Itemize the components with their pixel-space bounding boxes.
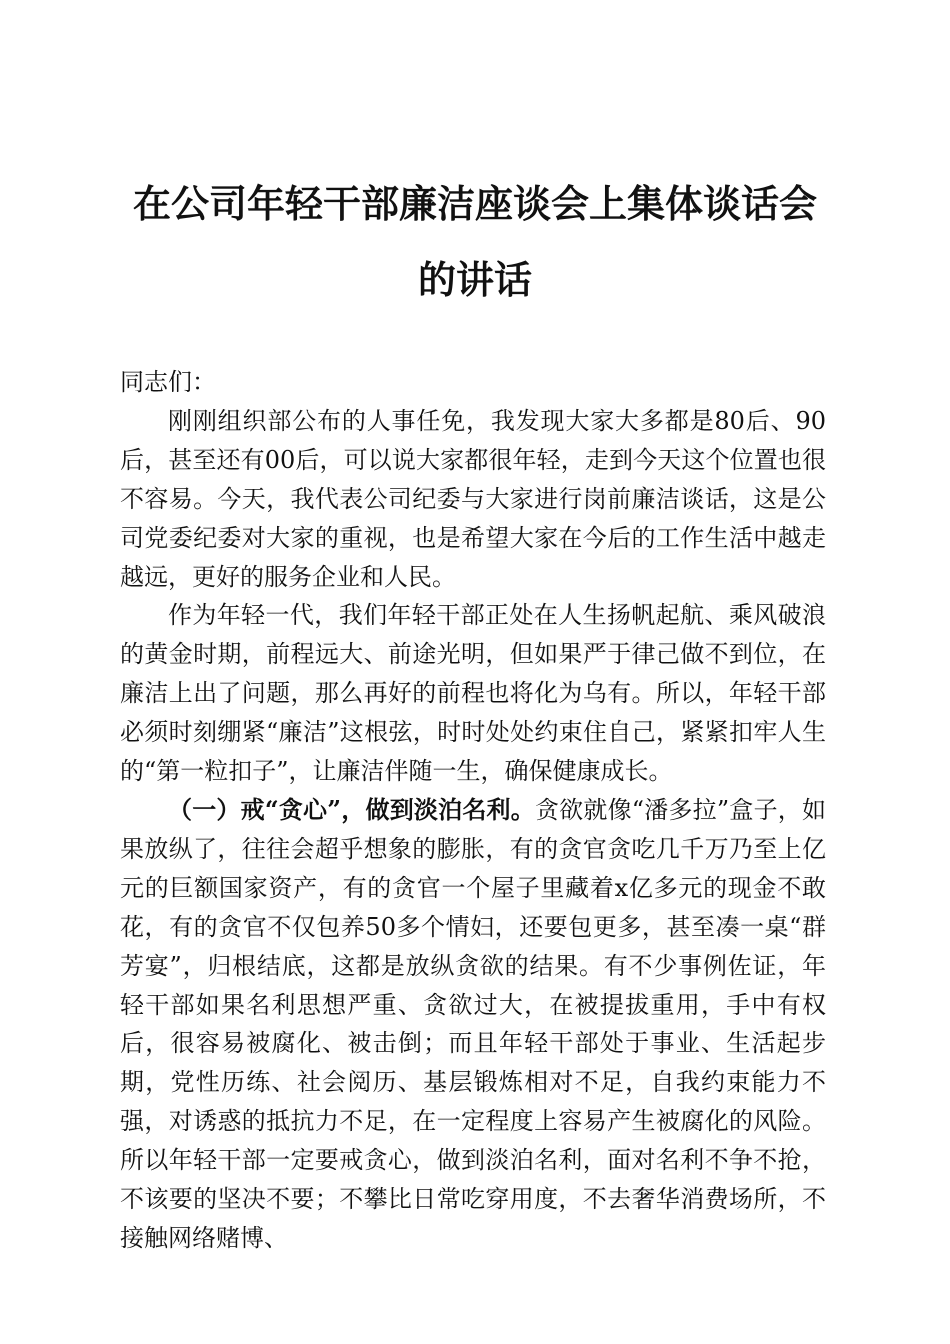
paragraph-2: 作为年轻一代，我们年轻干部正处在人生扬帆起航、乘风破浪的黄金时期，前程远大、前途光明，但如果严于律己做不到位，在廉洁上出了问题，那么再好的前程也将化为乌有。所以，年轻干部必须时刻绷紧“廉洁”这根弦，时时处处约束住自己，紧紧扣牢人生的“第一粒扣子”，让廉洁伴随一生，确保健康成长。 — [120, 601, 826, 786]
document-body — [120, 363, 826, 1258]
salutation: 同志们： — [120, 368, 216, 396]
paragraph-1: 刚刚组织部公布的人事任免，我发现大家大多都是80后、90后，甚至还有00后，可以说大家都很年轻，走到今天这个位置也很不容易。今天，我代表公司纪委与大家进行岗前廉洁谈话，这是公司党委纪委对大家的重视，也是希望大家在今后的工作生活中越走越远，更好的服务企业和人民。 — [120, 406, 826, 591]
section-1-paragraph — [120, 791, 826, 1258]
section-1-heading: （一）戒“贪心”，做到淡泊名利。 — [168, 794, 535, 824]
document-title: 在公司年轻干部廉洁座谈会上集体谈话会的讲话 — [132, 181, 817, 302]
section-1-text: 贪欲就像“潘多拉”盒子，如果放纵了，往往会超乎想象的膨胀，有的贪官贪吃几千万乃至上亿元的巨额国家资产，有的贪官一个屋子里藏着x亿多元的现金不敢花，有的贪官不仅包养50多个情妇，还要包更多，甚至凑一桌“群芳宴”，归根结底，这都是放纵贪欲的结果。有不少事例佐证，年轻干部如果名利思想严重、贪欲过大，在被提拔重用，手中有权后，很容易被腐化、被击倒；而且年轻干部处于事业、生活起步期，党性历练、社会阅历、基层锻炼相对不足，自我约束能力不强，对诱惑的抵抗力不足，在一定程度上容易产生被腐化的风险。所以年轻干部一定要戒贪心，做到淡泊名利，面对名利不争不抢，不该要的坚决不要；不攀比日常吃穿用度，不去奢华消费场所，不接触网络赌博、 — [120, 795, 826, 1252]
